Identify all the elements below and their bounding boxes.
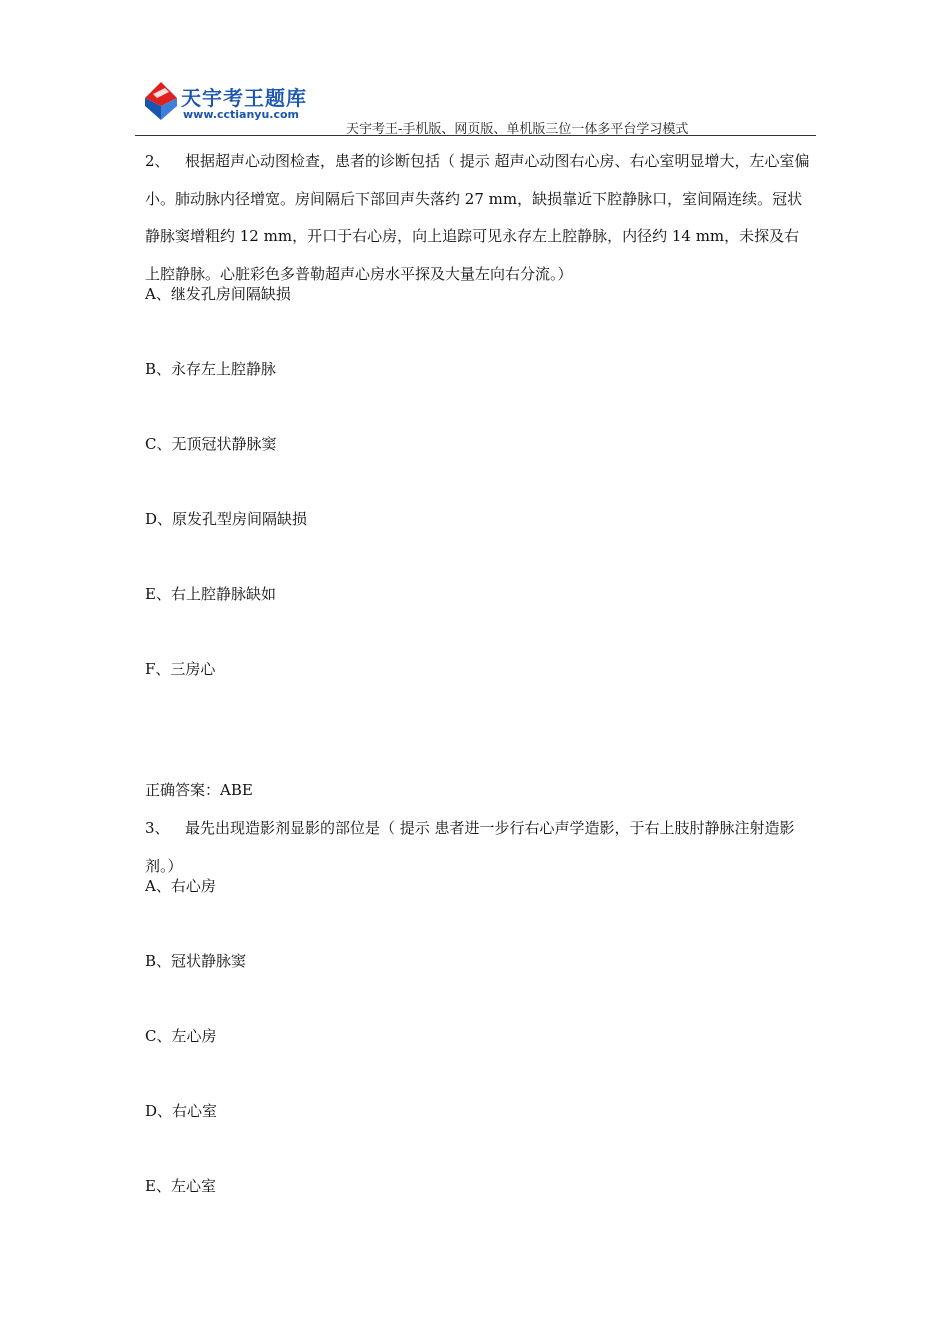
question-3-text: 最先出现造影剂显影的部位是（ 提示 患者进一步行右心声学造影，于右上肢肘静脉注射造影剂。） xyxy=(145,819,795,875)
brand-url: www.cctianyu.com xyxy=(183,108,300,121)
question-2-options xyxy=(145,284,810,679)
question-3-option-b: B、冠状静脉窦 xyxy=(145,952,247,970)
question-2-option-e: E、右上腔静脉缺如 xyxy=(145,585,276,603)
question-2-stem xyxy=(145,143,810,293)
question-3-stem xyxy=(145,810,810,885)
brand-logo xyxy=(143,78,313,126)
question-2-text: 根据超声心动图检查，患者的诊断包括（ 提示 超声心动图右心房、右心室明显增大，左心室偏小。肺动脉内径增宽。房间隔后下部回声失落约 27 mm，缺损靠近下腔静脉口，室间隔连续。冠状静脉窦增粗约 12 mm，开口于右心房，向上追踪可见永存左上腔静脉，内径约 14 mm，未探及右上腔静脉。心脏彩色多普勒超声心房水平探及大量左向右分流。） xyxy=(145,152,810,283)
question-2-option-c: C、无顶冠状静脉窦 xyxy=(145,435,277,453)
question-3-option-a: A、右心房 xyxy=(145,877,216,895)
question-3 xyxy=(145,810,810,1196)
question-3-option-e: E、左心室 xyxy=(145,1177,216,1195)
page-header xyxy=(0,0,950,140)
brand-name: 天宇考王题库 xyxy=(181,86,307,110)
question-3-options xyxy=(145,876,810,1196)
question-2-answer: 正确答案：ABE xyxy=(145,781,253,799)
header-slogan: 天宇考王-手机版、网页版、单机版三位一体多平台学习模式 xyxy=(346,122,689,137)
question-3-number: 3、 xyxy=(145,819,170,837)
question-3-option-c: C、左心房 xyxy=(145,1027,217,1045)
question-3-option-d: D、右心室 xyxy=(145,1102,218,1120)
logo-diamond-icon xyxy=(143,80,179,122)
question-2-number: 2、 xyxy=(145,152,170,170)
header-divider xyxy=(135,135,816,136)
question-2-option-b: B、永存左上腔静脉 xyxy=(145,360,277,378)
question-2 xyxy=(145,143,810,679)
question-2-option-d: D、原发孔型房间隔缺损 xyxy=(145,510,308,528)
question-2-option-f: F、三房心 xyxy=(145,660,216,678)
question-2-option-a: A、继发孔房间隔缺损 xyxy=(145,285,291,303)
